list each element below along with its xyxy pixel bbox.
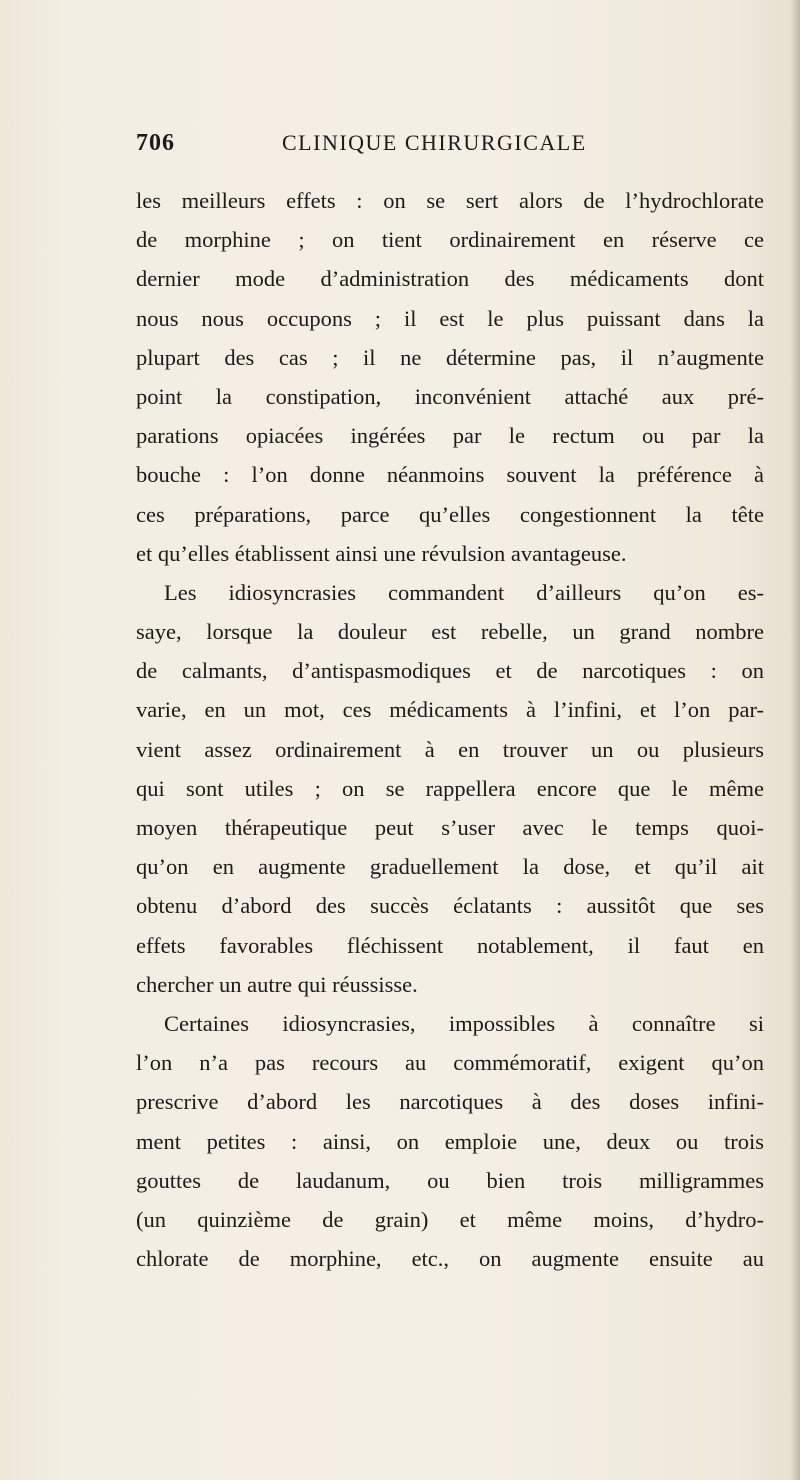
- text-line: (un quinzième de grain) et même moins, d’hydro-: [136, 1206, 764, 1232]
- page-header: [136, 130, 776, 170]
- text-line: les meilleurs effets : on se sert alors de l’hydrochlorate: [136, 188, 764, 213]
- text-line: ment petites : ainsi, on emploie une, deux ou trois: [136, 1128, 764, 1154]
- text-line: Certaines idiosyncrasies, impossibles à connaître si: [164, 1010, 764, 1036]
- page-number: 706: [136, 130, 175, 156]
- text-line: obtenu d’abord des succès éclatants : aussitôt que ses: [136, 893, 764, 919]
- text-line: de morphine ; on tient ordinairement en réserve ce: [136, 227, 764, 253]
- text-line: nous nous occupons ; il est le plus puissant dans la: [136, 305, 764, 331]
- text-line: parations opiacées ingérées par le rectum ou par la: [136, 423, 764, 449]
- text-line: l’on n’a pas recours au commémoratif, exigent qu’on: [136, 1050, 764, 1076]
- text-line: effets favorables fléchissent notablement, il faut en: [136, 932, 764, 958]
- text-line: bouche : l’on donne néanmoins souvent la préférence à: [136, 462, 764, 488]
- text-line: chlorate de morphine, etc., on augmente ensuite au: [136, 1246, 764, 1272]
- text-line: dernier mode d’administration des médicaments dont: [136, 266, 764, 292]
- text-line: saye, lorsque la douleur est rebelle, un grand nombre: [136, 619, 764, 645]
- text-line: plupart des cas ; il ne détermine pas, il n’augmente: [136, 344, 764, 370]
- text-line: ces préparations, parce qu’elles congestionnent la tête: [136, 501, 764, 527]
- text-line: vient assez ordinairement à en trouver un ou plusieurs: [136, 736, 764, 762]
- text-line: et qu’elles établissent ainsi une révulsion avantageuse.: [136, 540, 627, 566]
- text-line: qui sont utiles ; on se rappellera encore que le même: [136, 775, 764, 801]
- running-title: CLINIQUE CHIRURGICALE: [282, 130, 587, 155]
- body-text: [136, 181, 764, 1278]
- text-line: qu’on en augmente graduellement la dose, et qu’il ait: [136, 854, 764, 880]
- text-line: gouttes de laudanum, ou bien trois milligrammes: [136, 1167, 764, 1193]
- page-edge-shadow: [790, 0, 800, 1480]
- text-line: chercher un autre qui réussisse.: [136, 971, 418, 997]
- text-line: varie, en un mot, ces médicaments à l’infini, et l’on par-: [136, 697, 764, 723]
- text-line: prescrive d’abord les narcotiques à des doses infini-: [136, 1089, 764, 1115]
- text-line: moyen thérapeutique peut s’user avec le temps quoi-: [136, 815, 764, 840]
- text-line: de calmants, d’antispasmodiques et de narcotiques : on: [136, 658, 764, 684]
- text-line: Les idiosyncrasies commandent d’ailleurs qu’on es-: [164, 579, 764, 605]
- text-line: point la constipation, inconvénient attaché aux pré-: [136, 383, 764, 409]
